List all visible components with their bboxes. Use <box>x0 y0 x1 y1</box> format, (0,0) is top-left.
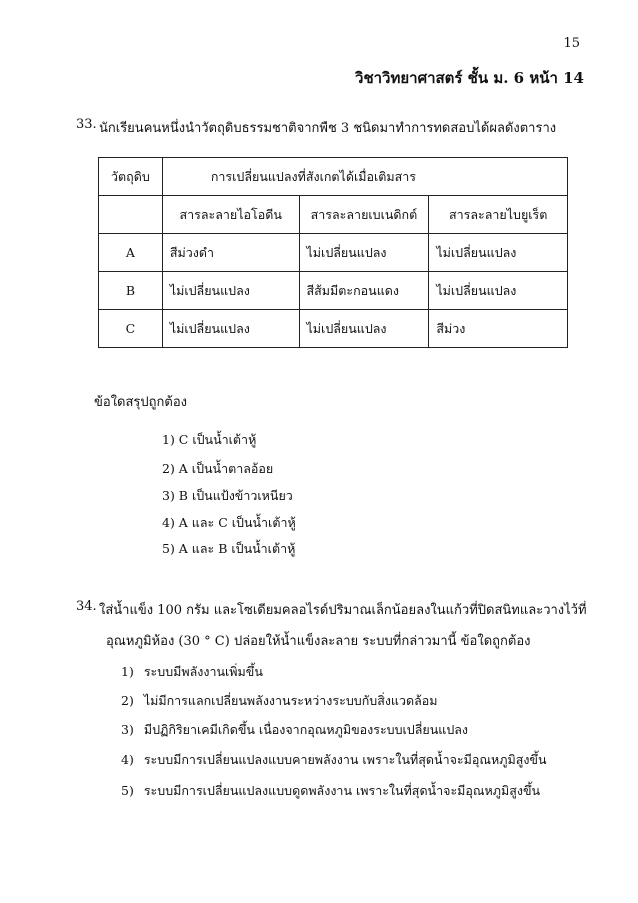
question-34-option-4[interactable] <box>121 750 547 770</box>
question-34-option-1[interactable] <box>121 662 263 682</box>
question-34-option-3[interactable] <box>121 720 468 740</box>
question-34-option-5[interactable] <box>121 781 540 801</box>
option-number: 2) <box>121 693 134 708</box>
cell-benedict: ไม่เปลี่ยนแปลง <box>299 310 429 348</box>
subheader-empty <box>99 196 163 234</box>
option-number: 5) <box>121 783 134 798</box>
question-34-line-1: ใส่น้ำแข็ง 100 กรัม และโซเดียมคลอไรด์ปริมาณเล็กน้อยลงในแก้วที่ปิดสนิทและวางไว้ที่ <box>99 603 587 618</box>
question-33-option-3[interactable]: 3) B เป็นแป้งข้าวเหนียว <box>162 488 293 503</box>
cell-benedict: ไม่เปลี่ยนแปลง <box>299 234 429 272</box>
option-text: ระบบมีการเปลี่ยนแปลงแบบดูดพลังงาน เพราะในที่สุดน้ำจะมีอุณหภูมิสูงขึ้น <box>143 783 541 798</box>
cell-iodine: ไม่เปลี่ยนแปลง <box>162 272 299 310</box>
table-row <box>99 310 568 348</box>
row-material: A <box>99 234 163 272</box>
question-33-number: 33. <box>76 117 97 132</box>
subheader-benedict: สารละลายเบเนดิกต์ <box>299 196 429 234</box>
cell-benedict: สีส้มมีตะกอนแดง <box>299 272 429 310</box>
header-material: วัตถุดิบ <box>99 158 163 196</box>
option-number: 3) <box>121 722 134 737</box>
option-text: ระบบมีการเปลี่ยนแปลงแบบคายพลังงาน เพราะในที่สุดน้ำจะมีอุณหภูมิสูงขึ้น <box>143 752 547 767</box>
row-material: B <box>99 272 163 310</box>
option-text: ระบบมีพลังงานเพิ่มขึ้น <box>143 664 263 679</box>
question-33-option-2[interactable]: 2) A เป็นน้ำตาลอ้อย <box>162 461 274 476</box>
question-33-text: นักเรียนคนหนึ่งนำวัตถุดิบธรรมชาติจากพืช 3 ชนิดมาทำการทดสอบได้ผลดังตาราง <box>99 121 557 136</box>
subheader-iodine: สารละลายไอโอดีน <box>162 196 299 234</box>
table-row <box>99 234 568 272</box>
table-row <box>99 272 568 310</box>
cell-biuret: ไม่เปลี่ยนแปลง <box>429 272 568 310</box>
table-subheader-row <box>99 196 568 234</box>
option-number: 4) <box>121 752 134 767</box>
option-text: ไม่มีการแลกเปลี่ยนพลังงานระหว่างระบบกับสิ่งแวดล้อม <box>143 693 438 708</box>
cell-biuret: สีม่วง <box>429 310 568 348</box>
option-number: 1) <box>121 664 134 679</box>
question-33-option-4[interactable]: 4) A และ C เป็นน้ำเต้าหู้ <box>162 515 296 530</box>
row-material: C <box>99 310 163 348</box>
question-33-option-5[interactable]: 5) A และ B เป็นน้ำเต้าหู้ <box>162 541 296 556</box>
results-table <box>98 157 568 348</box>
question-34-number: 34. <box>76 599 97 614</box>
question-34-line-2: อุณหภูมิห้อง (30 ° C) ปล่อยให้น้ำแข็งละลาย ระบบที่กล่าวมานี้ ข้อใดถูกต้อง <box>106 634 531 649</box>
table-header-row <box>99 158 568 196</box>
subheader-biuret: สารละลายไบยูเร็ต <box>429 196 568 234</box>
question-33-option-1[interactable]: 1) C เป็นน้ำเต้าหู้ <box>162 432 257 447</box>
header-changes: การเปลี่ยนแปลงที่สังเกตได้เมื่อเติมสาร <box>162 158 567 196</box>
cell-iodine: ไม่เปลี่ยนแปลง <box>162 310 299 348</box>
option-text: มีปฏิกิริยาเคมีเกิดขึ้น เนื่องจากอุณหภูมิของระบบเปลี่ยนแปลง <box>143 722 469 737</box>
cell-biuret: ไม่เปลี่ยนแปลง <box>429 234 568 272</box>
page-header: วิชาวิทยาศาสตร์ ชั้น ม. 6 หน้า 14 <box>355 69 584 87</box>
page-number: 15 <box>563 36 580 51</box>
cell-iodine: สีม่วงดำ <box>162 234 299 272</box>
question-34-option-2[interactable] <box>121 691 438 711</box>
question-33-prompt: ข้อใดสรุปถูกต้อง <box>94 395 187 410</box>
